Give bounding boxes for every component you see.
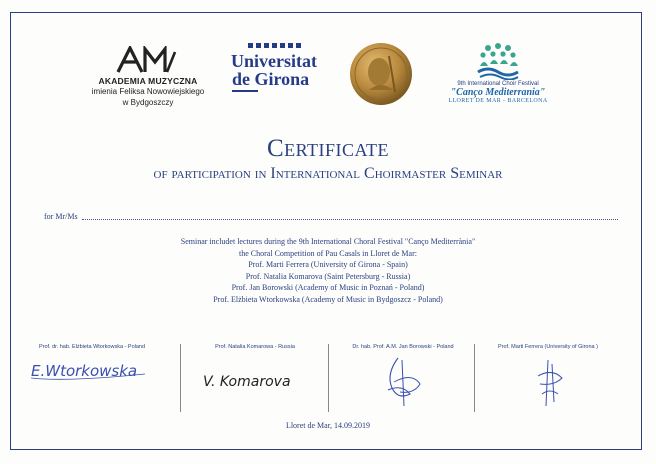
recipient-label: for Mr/Ms [44, 212, 78, 221]
signature-text: E.Wtorkowska [31, 362, 138, 380]
seminar-description [100, 236, 556, 305]
body-line: Prof. Jan Borowski (Academy of Music in Poznań - Poland) [231, 283, 425, 292]
signatory-borowski [336, 344, 470, 414]
signature-komarova [195, 354, 315, 394]
festival-choir-icon [474, 42, 522, 80]
academy-logo [78, 46, 218, 108]
academy-am-mark-icon [115, 46, 181, 74]
signatory-komarova [190, 344, 320, 414]
signature-divider [328, 344, 329, 412]
signatory-name: Prof. Natalia Komarowa - Russia [215, 344, 295, 350]
pau-casals-medal-icon [349, 42, 413, 106]
academy-name: AKADEMIA MUZYCZNA [98, 76, 198, 86]
festival-name: "Canço Mediterrania" [450, 87, 546, 98]
signatory-name: Dr. hab. Prof. A.M. Jan Borowski - Poland [352, 344, 454, 350]
certificate-title: Certificate [266, 135, 390, 162]
signatory-wtorkowska [22, 344, 162, 414]
signature-wtorkowska [27, 354, 157, 384]
academy-city: w Bydgoszczy [122, 98, 174, 107]
university-name-line1: Universitat [231, 51, 317, 71]
signature-borowski [358, 354, 448, 410]
university-logo [222, 40, 326, 92]
body-line: Seminar includet lectures during the 9th International Choral Festival "Canço Mediterrània" [180, 237, 476, 246]
signature-text: V. Komarova [203, 374, 291, 390]
body-line: Prof. Marti Ferrera (University of Girona - Spain) [248, 260, 408, 269]
signature-divider [474, 344, 475, 412]
festival-location: LLORET DE MAR - BARCELONA [448, 98, 548, 104]
recipient-line [82, 219, 618, 220]
signatory-name: Prof. dr. hab. Elżbieta Wtorkowska - Poland [38, 344, 146, 350]
festival-edition: 9th International Choir Festival [457, 81, 539, 87]
certificate-subtitle: of participation in International Choirmaster Seminar [153, 165, 503, 182]
signature-ferrera [508, 354, 588, 410]
academy-patron: imienia Feliksa Nowowiejskiego [91, 87, 205, 96]
body-line: Prof. Natalia Komarova (Saint Petersburg - Russia) [245, 271, 411, 281]
university-dots-icon [244, 40, 304, 50]
place-and-date: Lloret de Mar, 14.09.2019 [285, 421, 371, 430]
body-line: the Choral Competition of Pau Casals in Lloret de Mar: [239, 248, 417, 258]
university-name-line2: de Girona [232, 69, 310, 89]
body-line: Prof. Elżbieta Wtorkowska (Academy of Music in Bydgoszcz - Poland) [213, 294, 443, 304]
festival-logo [438, 42, 558, 104]
university-underline [232, 90, 258, 92]
signature-divider [180, 344, 181, 412]
signatory-ferrera [482, 344, 614, 414]
signatory-name: Prof. Marti Ferrera (University of Girona ) [498, 344, 598, 350]
